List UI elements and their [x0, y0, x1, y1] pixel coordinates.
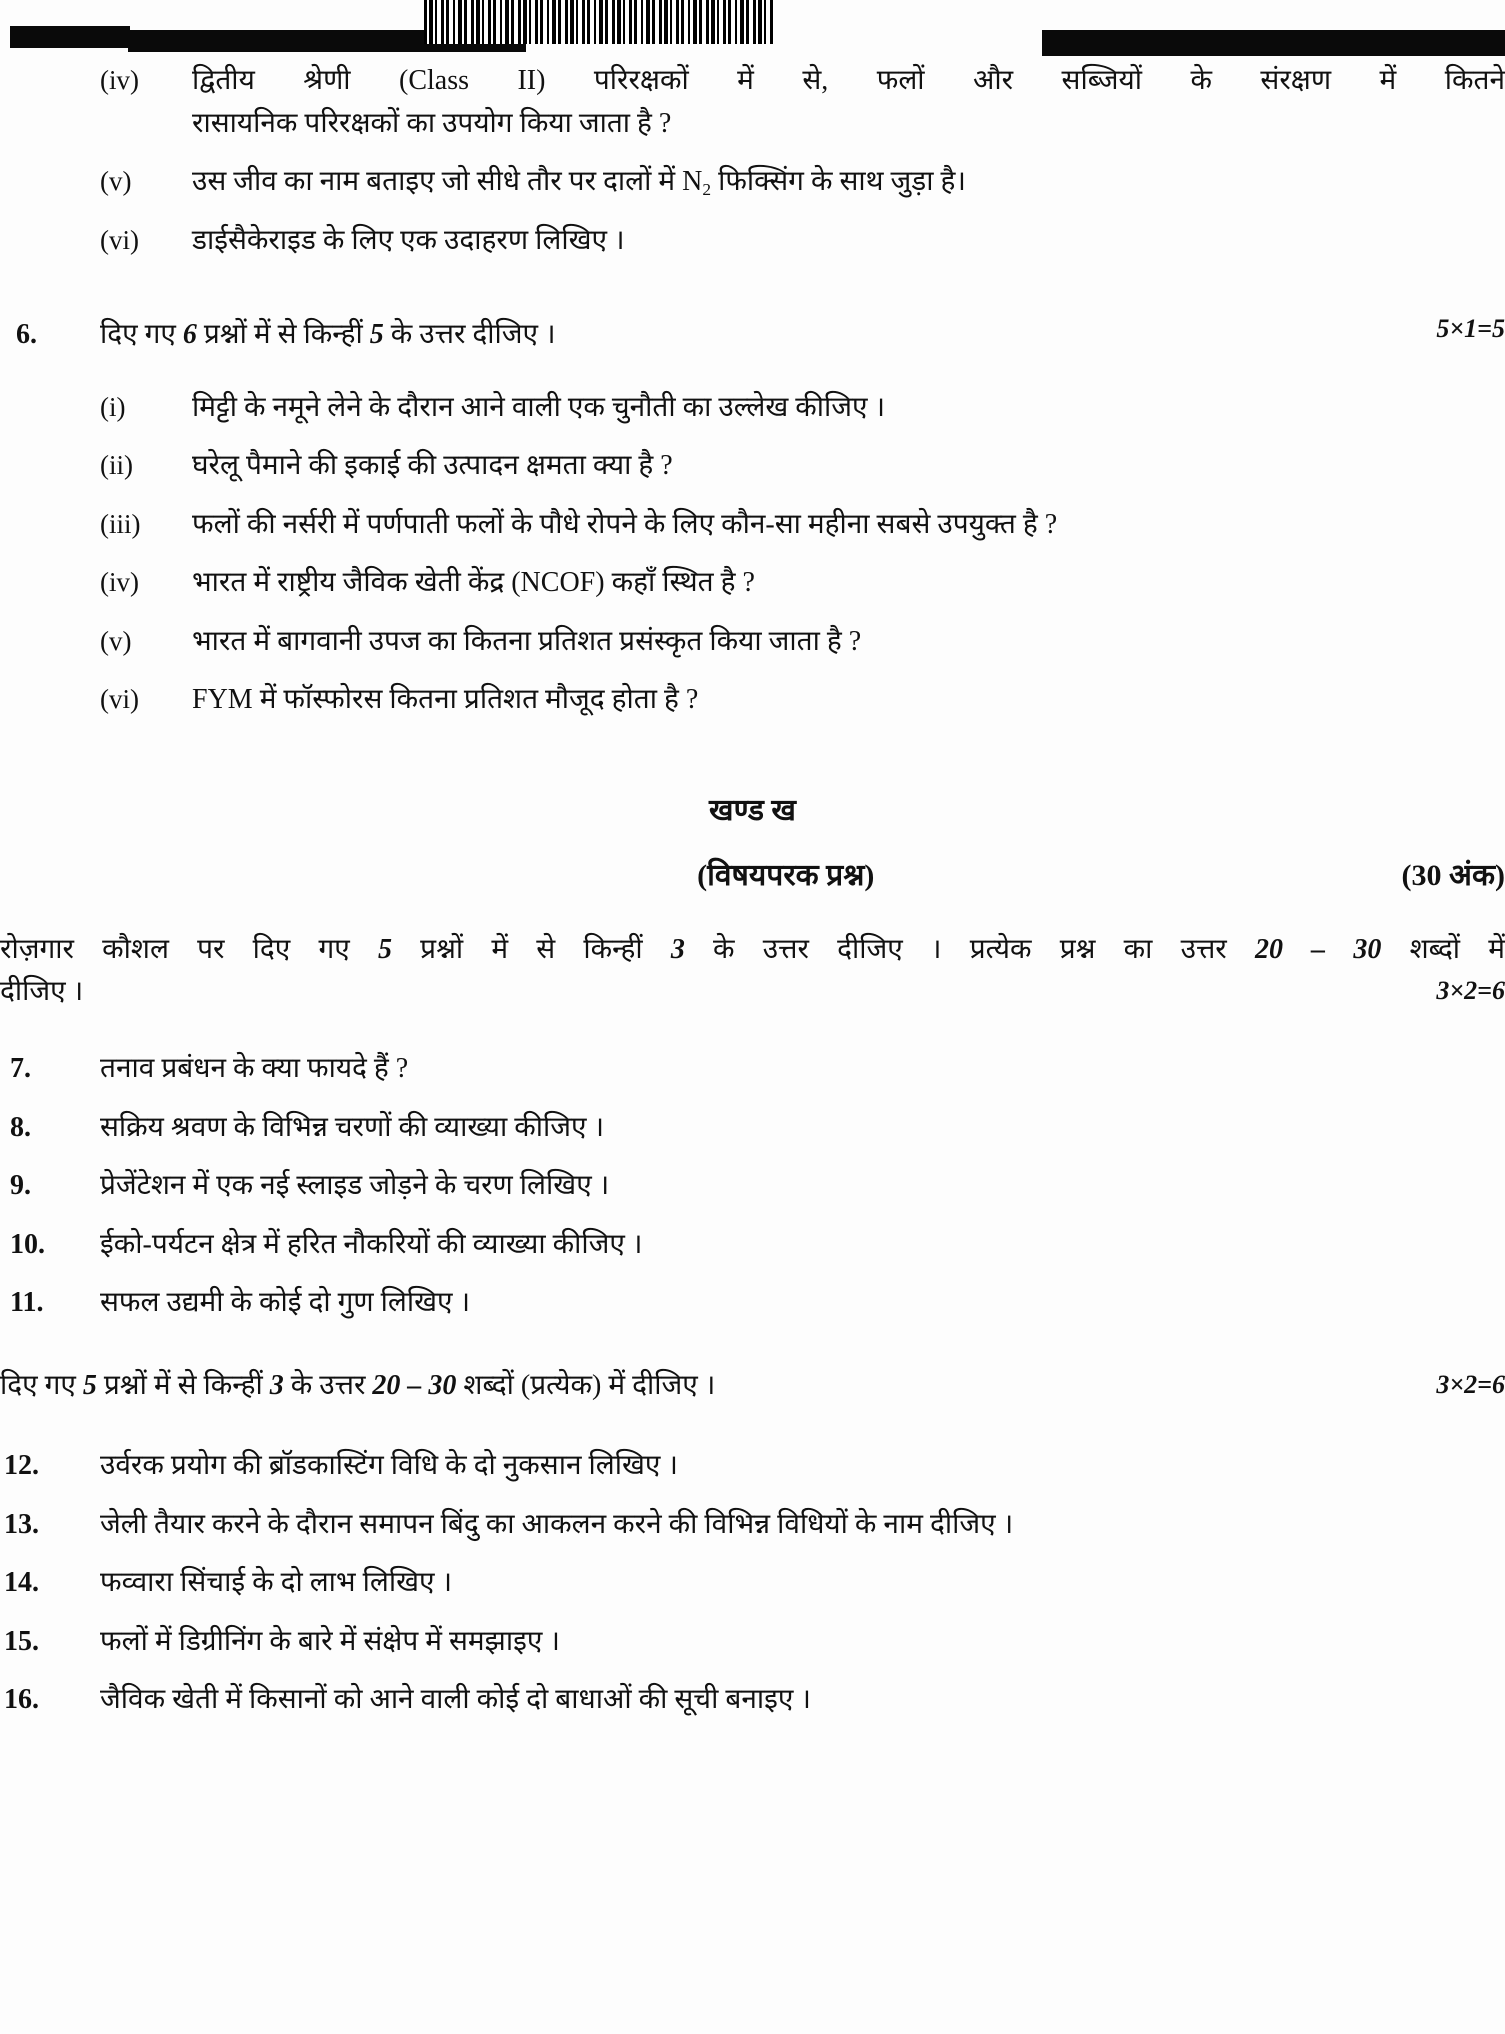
section-b-subheading: (विषयपरक प्रश्न)	[697, 859, 875, 893]
question-text: सक्रिय श्रवण के विभिन्न चरणों की व्याख्या कीजिए ।	[100, 1111, 605, 1143]
section-b-marks: (30 अंक)	[1401, 859, 1505, 893]
instr-word-range: 20 – 30	[1254, 934, 1382, 966]
sub-question-text: फलों की नर्सरी में पर्णपाती फलों के पौधे रोपने के लिए कौन-सा महीना सबसे उपयुक्त है ?	[192, 508, 1058, 540]
subj-word-range: 20 – 30	[372, 1369, 457, 1401]
question-text: सफल उद्यमी के कोई दो गुण लिखिए ।	[100, 1287, 471, 1319]
subject-marks: 3×2=6	[1436, 1369, 1505, 1399]
question-text: जैविक खेती में किसानों को आने वाली कोई दो बाधाओं की सूची बनाइए ।	[100, 1684, 811, 1716]
employability-instruction-line-1	[0, 928, 1505, 971]
question-number: 13.	[4, 1508, 39, 1540]
question-8	[0, 1107, 1505, 1150]
question-number: 7.	[10, 1052, 31, 1084]
sub-question-text: भारत में राष्ट्रीय जैविक खेती केंद्र (NCOF) कहाँ स्थित है ?	[192, 567, 755, 599]
section-b-heading: खण्ड ख	[709, 794, 796, 828]
question-6-item-i	[0, 387, 1505, 430]
sub-question-label: (iv)	[100, 65, 139, 95]
instr-part-a: रोज़गार कौशल पर दिए गए	[0, 934, 378, 966]
barcode	[424, 0, 774, 44]
question-number: 6.	[16, 319, 37, 351]
scan-artifact-band	[0, 0, 1505, 46]
sub-question-label: (v)	[100, 166, 132, 197]
employability-instruction-line-2-row	[0, 971, 1505, 1014]
question-number: 16.	[4, 1684, 39, 1716]
sub-question-text: भारत में बागवानी उपज का कितना प्रतिशत प्रसंस्कृत किया जाता है ?	[192, 625, 862, 657]
question-6-item-iii	[0, 504, 1505, 547]
subj-instr-g: शब्दों (प्रत्येक) में दीजिए ।	[456, 1369, 716, 1401]
question-15	[0, 1621, 1505, 1664]
sub-question-text	[192, 161, 1505, 204]
stem-part-a: दिए गए	[100, 319, 183, 351]
sub-question-text: FYM में फॉस्फोरस कितना प्रतिशत मौजूद होता है ?	[192, 684, 699, 716]
question-6-item-ii	[0, 445, 1505, 488]
employability-instruction-body	[0, 928, 1505, 971]
sub-question-label: (v)	[100, 625, 132, 656]
instr-part-g: शब्दों में	[1381, 934, 1505, 966]
question-9	[0, 1165, 1505, 1208]
question-number: 9.	[10, 1170, 31, 1202]
subj-instr-e: के उत्तर	[283, 1369, 373, 1401]
stem-count-total: 6	[182, 319, 197, 351]
question-12	[0, 1445, 1505, 1488]
question-6-item-vi	[0, 679, 1505, 722]
sub-question-text-before: उस जीव का नाम बताइए जो सीधे तौर पर दालों में N	[192, 166, 703, 198]
sub-question-label: (iii)	[100, 508, 141, 539]
subject-instruction	[0, 1365, 1436, 1408]
question-text: फलों में डिग्रीनिंग के बारे में संक्षेप में समझाइए ।	[100, 1625, 560, 1657]
sub-question-label: (ii)	[100, 450, 133, 481]
employability-instruction-line-2: दीजिए ।	[0, 976, 84, 1008]
instr-answer-count: 3	[670, 934, 685, 966]
question-number: 10.	[10, 1228, 45, 1260]
instr-part-e: के उत्तर दीजिए । प्रत्येक प्रश्न का उत्तर	[684, 934, 1255, 966]
question-13	[0, 1504, 1505, 1547]
scan-smudge-left	[10, 26, 130, 48]
question-10	[0, 1224, 1505, 1267]
section-b-subheading-row	[0, 853, 1505, 898]
subject-instruction-row	[0, 1365, 1505, 1408]
subscript-2: 2	[702, 179, 712, 199]
question-text: ईको-पर्यटन क्षेत्र में हरित नौकरियों की व्याख्या कीजिए ।	[100, 1228, 643, 1260]
question-6	[0, 314, 1505, 357]
sub-question-line-1: द्वितीय श्रेणी (Class II) परिरक्षकों में से, फलों और सब्जियों के संरक्षण में कितने	[192, 65, 1505, 96]
question-stem	[100, 314, 1436, 357]
employability-instruction	[0, 928, 1505, 971]
sub-question-label: (iv)	[100, 567, 139, 598]
question-number: 14.	[4, 1567, 39, 1599]
subj-total: 5	[82, 1369, 97, 1401]
sub-question-vi	[0, 220, 1505, 263]
sub-question-line-2: रासायनिक परिरक्षकों का उपयोग किया जाता है ?	[192, 107, 672, 139]
sub-question-v	[0, 161, 1505, 204]
sub-question-text: मिट्टी के नमूने लेने के दौरान आने वाली एक चुनौती का उल्लेख कीजिए ।	[192, 391, 886, 423]
stem-part-c: प्रश्नों में से किन्हीं	[196, 319, 370, 351]
sub-question-label: (vi)	[100, 684, 139, 715]
question-text: प्रेजेंटेशन में एक नई स्लाइड जोड़ने के चरण लिखिए ।	[100, 1170, 610, 1202]
question-text: तनाव प्रबंधन के क्या फायदे हैं ?	[100, 1052, 409, 1084]
sub-question-label: (vi)	[100, 224, 139, 255]
sub-question-text: डाईसैकेराइड के लिए एक उदाहरण लिखिए ।	[192, 224, 625, 256]
instr-total: 5	[377, 934, 392, 966]
question-marks: 5×1=5	[1436, 314, 1505, 344]
subj-instr-c: प्रश्नों में से किन्हीं	[96, 1369, 270, 1401]
question-number: 15.	[4, 1625, 39, 1657]
subj-answer-count: 3	[269, 1369, 284, 1401]
question-6-item-iv	[0, 562, 1505, 605]
stem-part-e: के उत्तर दीजिए ।	[383, 319, 556, 351]
question-text: उर्वरक प्रयोग की ब्रॉडकास्टिंग विधि के दो नुकसान लिखिए ।	[100, 1450, 678, 1482]
stem-count-answer: 5	[369, 319, 384, 351]
sub-question-iv	[0, 60, 1505, 145]
question-11	[0, 1282, 1505, 1325]
question-text: जेली तैयार करने के दौरान समापन बिंदु का आकलन करने की विभिन्न विधियों के नाम दीजिए ।	[100, 1508, 1014, 1540]
employability-marks: 3×2=6	[1436, 976, 1505, 1006]
question-number: 11.	[10, 1287, 44, 1319]
question-6-item-v	[0, 621, 1505, 664]
instr-part-c: प्रश्नों में से किन्हीं	[391, 934, 671, 966]
page-content	[0, 46, 1505, 1722]
question-text: फव्वारा सिंचाई के दो लाभ लिखिए ।	[100, 1567, 453, 1599]
question-7	[0, 1048, 1505, 1091]
subj-instr-a: दिए गए	[0, 1369, 83, 1401]
question-number: 12.	[4, 1450, 39, 1482]
sub-question-text: घरेलू पैमाने की इकाई की उत्पादन क्षमता क्या है ?	[192, 450, 673, 482]
question-14	[0, 1562, 1505, 1605]
sub-question-text-after: फिक्सिंग के साथ जुड़ा है।	[711, 166, 967, 198]
sub-question-label: (i)	[100, 391, 126, 422]
sub-question-text	[192, 60, 1505, 145]
question-number: 8.	[10, 1111, 31, 1143]
question-16	[0, 1679, 1505, 1722]
